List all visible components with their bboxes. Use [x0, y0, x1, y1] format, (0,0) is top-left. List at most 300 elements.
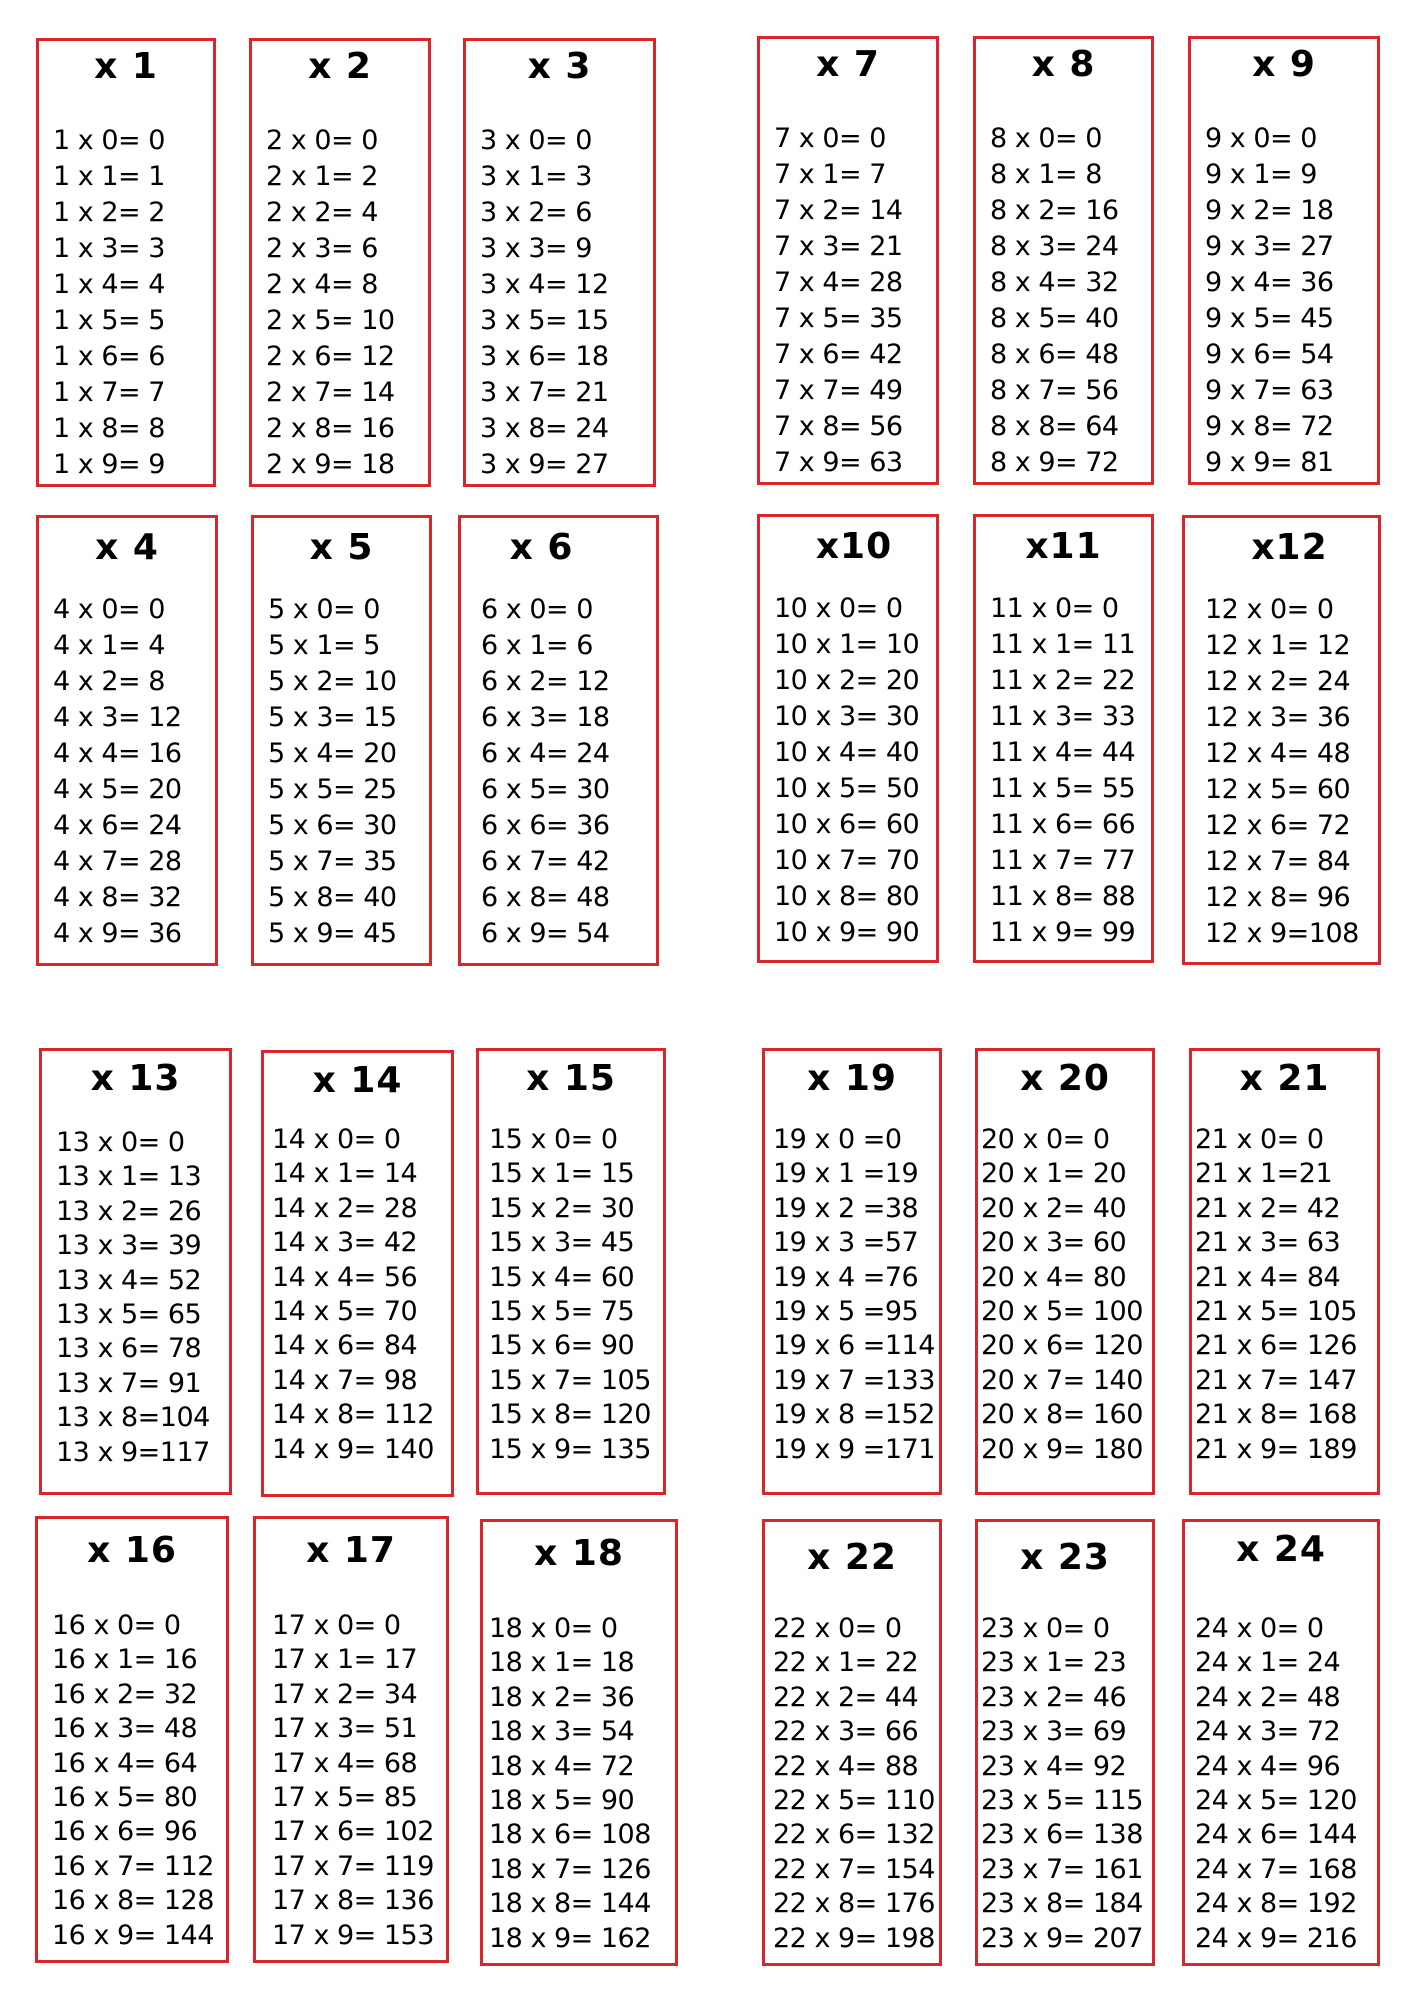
table-title: x 5	[309, 527, 374, 568]
table-line: 14 x 2= 28	[272, 1192, 418, 1224]
table-line: 18 x 1= 18	[489, 1647, 635, 1679]
table-line: 9 x 2= 18	[1205, 195, 1334, 226]
table-line: 13 x 6= 78	[56, 1333, 202, 1365]
table-line: 17 x 3= 51	[272, 1713, 418, 1745]
table-line: 19 x 2 =38	[773, 1192, 919, 1224]
table-line: 21 x 0= 0	[1195, 1124, 1324, 1155]
table-line: 12 x 5= 60	[1205, 774, 1351, 805]
table-line: 23 x 3= 69	[981, 1716, 1127, 1748]
table-title: x12	[1251, 527, 1328, 568]
table-line: 13 x 7= 91	[56, 1367, 202, 1399]
table-card-x4	[36, 515, 218, 966]
table-line: 23 x 1= 23	[981, 1647, 1127, 1679]
table-lines	[774, 121, 932, 481]
table-line: 13 x 0= 0	[56, 1127, 185, 1158]
table-card-x2	[249, 38, 431, 487]
table-line: 22 x 0= 0	[773, 1613, 902, 1644]
table-line: 11 x 2= 22	[990, 665, 1136, 696]
table-line: 1 x 8= 8	[53, 413, 165, 444]
table-line: 14 x 7= 98	[272, 1364, 418, 1396]
table-title: x 15	[526, 1058, 616, 1099]
table-card-x16	[35, 1516, 229, 1963]
table-line: 11 x 0= 0	[990, 593, 1119, 624]
table-line: 6 x 0= 0	[481, 594, 593, 625]
table-line: 20 x 1= 20	[981, 1158, 1127, 1190]
table-line: 20 x 4= 80	[981, 1261, 1127, 1293]
table-line: 1 x 3= 3	[53, 233, 165, 264]
table-line: 19 x 9 =171	[773, 1433, 935, 1465]
table-line: 19 x 6 =114	[773, 1330, 935, 1362]
table-line: 11 x 5= 55	[990, 773, 1136, 804]
table-line: 16 x 7= 112	[52, 1850, 214, 1882]
table-line: 23 x 7= 161	[981, 1853, 1143, 1885]
table-line: 19 x 3 =57	[773, 1227, 919, 1259]
table-line: 24 x 3= 72	[1195, 1716, 1341, 1748]
table-line: 19 x 1 =19	[773, 1158, 919, 1190]
table-card-x23	[975, 1519, 1155, 1966]
table-line: 7 x 3= 21	[774, 231, 903, 262]
table-line: 6 x 8= 48	[481, 882, 610, 913]
table-card-x22	[762, 1519, 942, 1966]
table-line: 3 x 4= 12	[480, 269, 609, 300]
table-line: 8 x 1= 8	[990, 159, 1102, 190]
table-lines	[266, 123, 424, 483]
table-line: 1 x 5= 5	[53, 305, 165, 336]
table-line: 3 x 9= 27	[480, 449, 609, 480]
table-lines	[489, 1123, 659, 1467]
table-line: 3 x 8= 24	[480, 413, 609, 444]
table-line: 9 x 8= 72	[1205, 411, 1334, 442]
table-line: 20 x 2= 40	[981, 1192, 1127, 1224]
table-line: 13 x 4= 52	[56, 1264, 202, 1296]
table-line: 18 x 2= 36	[489, 1681, 635, 1713]
table-line: 10 x 3= 30	[774, 701, 920, 732]
table-line: 16 x 0= 0	[52, 1610, 181, 1641]
table-line: 15 x 3= 45	[489, 1227, 635, 1259]
table-line: 1 x 6= 6	[53, 341, 165, 372]
table-line: 15 x 8= 120	[489, 1399, 651, 1431]
table-line: 17 x 6= 102	[272, 1816, 434, 1848]
table-line: 20 x 8= 160	[981, 1399, 1143, 1431]
table-title: x 22	[807, 1537, 897, 1578]
table-line: 9 x 0= 0	[1205, 123, 1317, 154]
table-line: 19 x 0 =0	[773, 1124, 902, 1155]
table-line: 14 x 3= 42	[272, 1227, 418, 1259]
table-line: 10 x 5= 50	[774, 773, 920, 804]
table-line: 9 x 5= 45	[1205, 303, 1334, 334]
table-line: 11 x 6= 66	[990, 809, 1136, 840]
table-line: 16 x 1= 16	[52, 1644, 198, 1676]
table-line: 24 x 4= 96	[1195, 1750, 1341, 1782]
table-line: 7 x 4= 28	[774, 267, 903, 298]
table-line: 19 x 5 =95	[773, 1295, 919, 1327]
table-line: 22 x 2= 44	[773, 1681, 919, 1713]
table-card-x24	[1182, 1519, 1380, 1966]
table-line: 5 x 0= 0	[268, 594, 380, 625]
table-lines	[53, 592, 211, 952]
table-line: 14 x 1= 14	[272, 1158, 418, 1190]
table-line: 11 x 8= 88	[990, 881, 1136, 912]
table-line: 10 x 2= 20	[774, 665, 920, 696]
table-line: 3 x 7= 21	[480, 377, 609, 408]
table-line: 2 x 3= 6	[266, 233, 378, 264]
table-line: 4 x 2= 8	[53, 666, 165, 697]
table-line: 19 x 8 =152	[773, 1399, 935, 1431]
table-line: 17 x 1= 17	[272, 1644, 418, 1676]
table-line: 16 x 2= 32	[52, 1678, 198, 1710]
table-line: 24 x 5= 120	[1195, 1784, 1357, 1816]
table-line: 4 x 3= 12	[53, 702, 182, 733]
table-line: 19 x 4 =76	[773, 1261, 919, 1293]
table-card-x15	[476, 1048, 666, 1495]
table-line: 7 x 8= 56	[774, 411, 903, 442]
table-line: 13 x 9=117	[56, 1436, 210, 1468]
table-line: 16 x 3= 48	[52, 1713, 198, 1745]
table-line: 3 x 0= 0	[480, 125, 592, 156]
table-line: 13 x 1= 13	[56, 1161, 202, 1193]
table-line: 20 x 9= 180	[981, 1433, 1143, 1465]
table-title: x 21	[1239, 1058, 1330, 1099]
table-line: 21 x 8= 168	[1195, 1399, 1357, 1431]
table-title: x 18	[534, 1533, 624, 1574]
table-line: 17 x 4= 68	[272, 1747, 418, 1779]
table-line: 2 x 8= 16	[266, 413, 395, 444]
table-line: 3 x 5= 15	[480, 305, 609, 336]
table-line: 14 x 6= 84	[272, 1330, 418, 1362]
table-lines	[1195, 1123, 1373, 1467]
table-card-x19	[762, 1048, 942, 1495]
table-line: 19 x 7 =133	[773, 1364, 935, 1396]
table-line: 15 x 2= 30	[489, 1192, 635, 1224]
table-line: 5 x 3= 15	[268, 702, 397, 733]
table-card-x1	[36, 38, 216, 487]
table-lines	[774, 591, 932, 951]
table-line: 12 x 8= 96	[1205, 882, 1351, 913]
table-line: 2 x 2= 4	[266, 197, 378, 228]
table-line: 24 x 1= 24	[1195, 1647, 1341, 1679]
table-card-x8	[973, 36, 1154, 485]
table-line: 21 x 2= 42	[1195, 1192, 1341, 1224]
table-line: 5 x 8= 40	[268, 882, 397, 913]
table-title: x 7	[816, 44, 880, 85]
table-line: 11 x 7= 77	[990, 845, 1136, 876]
table-line: 24 x 9= 216	[1195, 1922, 1357, 1954]
table-line: 15 x 0= 0	[489, 1124, 618, 1155]
table-line: 16 x 5= 80	[52, 1781, 198, 1813]
table-line: 9 x 9= 81	[1205, 447, 1334, 478]
table-title: x 19	[807, 1058, 897, 1099]
table-line: 16 x 9= 144	[52, 1919, 214, 1951]
table-lines	[990, 591, 1147, 951]
table-line: 1 x 9= 9	[53, 449, 165, 480]
table-card-x14	[261, 1050, 454, 1497]
table-line: 4 x 1= 4	[53, 630, 165, 661]
table-title: x 8	[1031, 44, 1096, 85]
table-line: 15 x 1= 15	[489, 1158, 635, 1190]
table-line: 20 x 7= 140	[981, 1364, 1143, 1396]
table-card-x17	[253, 1516, 449, 1963]
table-card-x9	[1188, 36, 1380, 485]
table-title: x 23	[1020, 1537, 1110, 1578]
table-line: 3 x 6= 18	[480, 341, 609, 372]
table-line: 21 x 6= 126	[1195, 1330, 1357, 1362]
table-line: 18 x 0= 0	[489, 1613, 618, 1644]
table-line: 3 x 3= 9	[480, 233, 592, 264]
table-line: 14 x 4= 56	[272, 1261, 418, 1293]
table-title: x 4	[95, 527, 159, 568]
table-line: 18 x 3= 54	[489, 1716, 635, 1748]
table-line: 5 x 2= 10	[268, 666, 397, 697]
table-title: x 14	[312, 1060, 403, 1101]
table-line: 20 x 6= 120	[981, 1330, 1143, 1362]
table-line: 15 x 6= 90	[489, 1330, 635, 1362]
table-line: 8 x 3= 24	[990, 231, 1119, 262]
table-line: 4 x 8= 32	[53, 882, 182, 913]
table-line: 6 x 4= 24	[481, 738, 610, 769]
table-title: x 1	[94, 46, 158, 87]
table-line: 22 x 7= 154	[773, 1853, 935, 1885]
table-line: 18 x 5= 90	[489, 1784, 635, 1816]
table-line: 24 x 0= 0	[1195, 1613, 1324, 1644]
table-line: 13 x 8=104	[56, 1402, 210, 1434]
table-line: 17 x 5= 85	[272, 1781, 418, 1813]
table-line: 8 x 6= 48	[990, 339, 1119, 370]
table-lines	[480, 123, 649, 483]
table-line: 18 x 6= 108	[489, 1819, 651, 1851]
table-line: 6 x 6= 36	[481, 810, 610, 841]
table-line: 13 x 5= 65	[56, 1298, 202, 1330]
table-line: 8 x 7= 56	[990, 375, 1119, 406]
table-line: 10 x 9= 90	[774, 917, 920, 948]
table-line: 24 x 7= 168	[1195, 1853, 1357, 1885]
table-lines	[481, 592, 652, 952]
table-line: 23 x 5= 115	[981, 1784, 1143, 1816]
table-line: 23 x 2= 46	[981, 1681, 1127, 1713]
table-line: 12 x 2= 24	[1205, 666, 1351, 697]
table-line: 16 x 4= 64	[52, 1747, 198, 1779]
table-line: 2 x 0= 0	[266, 125, 378, 156]
table-line: 12 x 7= 84	[1205, 846, 1351, 877]
table-line: 1 x 1= 1	[53, 161, 165, 192]
table-lines	[272, 1123, 447, 1467]
table-line: 5 x 6= 30	[268, 810, 397, 841]
table-line: 11 x 9= 99	[990, 917, 1136, 948]
table-lines	[1205, 121, 1373, 481]
table-line: 18 x 7= 126	[489, 1853, 651, 1885]
table-line: 24 x 8= 192	[1195, 1888, 1357, 1920]
table-line: 5 x 4= 20	[268, 738, 397, 769]
table-line: 13 x 3= 39	[56, 1230, 202, 1262]
table-line: 24 x 2= 48	[1195, 1681, 1341, 1713]
table-line: 12 x 0= 0	[1205, 594, 1334, 625]
table-lines	[53, 123, 209, 483]
table-line: 14 x 5= 70	[272, 1295, 418, 1327]
table-line: 21 x 1=21	[1195, 1158, 1333, 1190]
table-title: x10	[815, 526, 893, 567]
table-line: 8 x 9= 72	[990, 447, 1119, 478]
table-line: 1 x 7= 7	[53, 377, 165, 408]
table-title: x 16	[87, 1530, 177, 1571]
table-line: 22 x 5= 110	[773, 1784, 935, 1816]
table-line: 7 x 5= 35	[774, 303, 903, 334]
table-line: 1 x 2= 2	[53, 197, 165, 228]
table-line: 2 x 6= 12	[266, 341, 395, 372]
table-card-x3	[463, 38, 656, 487]
table-line: 15 x 4= 60	[489, 1261, 635, 1293]
table-line: 14 x 9= 140	[272, 1433, 434, 1465]
table-line: 3 x 1= 3	[480, 161, 592, 192]
table-line: 2 x 1= 2	[266, 161, 378, 192]
table-lines	[56, 1126, 225, 1470]
table-line: 18 x 8= 144	[489, 1888, 651, 1920]
table-line: 5 x 9= 45	[268, 918, 397, 949]
table-line: 6 x 7= 42	[481, 846, 610, 877]
table-line: 7 x 6= 42	[774, 339, 903, 370]
table-line: 4 x 4= 16	[53, 738, 182, 769]
table-line: 7 x 7= 49	[774, 375, 903, 406]
table-line: 9 x 6= 54	[1205, 339, 1334, 370]
table-line: 20 x 5= 100	[981, 1295, 1143, 1327]
table-line: 22 x 1= 22	[773, 1647, 919, 1679]
table-line: 21 x 4= 84	[1195, 1261, 1341, 1293]
table-line: 7 x 9= 63	[774, 447, 903, 478]
table-line: 22 x 8= 176	[773, 1888, 935, 1920]
table-line: 16 x 6= 96	[52, 1816, 198, 1848]
table-card-x21	[1189, 1048, 1380, 1495]
table-line: 17 x 2= 34	[272, 1678, 418, 1710]
table-lines	[1205, 592, 1374, 952]
table-line: 3 x 2= 6	[480, 197, 592, 228]
table-line: 14 x 0= 0	[272, 1124, 401, 1155]
table-line: 7 x 1= 7	[774, 159, 886, 190]
table-line: 23 x 6= 138	[981, 1819, 1143, 1851]
table-line: 17 x 0= 0	[272, 1610, 401, 1641]
table-line: 11 x 4= 44	[990, 737, 1136, 768]
table-line: 12 x 3= 36	[1205, 702, 1351, 733]
table-line: 10 x 8= 80	[774, 881, 920, 912]
table-line: 23 x 8= 184	[981, 1888, 1143, 1920]
table-line: 12 x 4= 48	[1205, 738, 1351, 769]
table-line: 8 x 4= 32	[990, 267, 1119, 298]
table-card-x20	[975, 1048, 1155, 1495]
table-line: 20 x 3= 60	[981, 1227, 1127, 1259]
table-line: 4 x 0= 0	[53, 594, 165, 625]
table-line: 10 x 7= 70	[774, 845, 920, 876]
table-line: 12 x 6= 72	[1205, 810, 1351, 841]
table-line: 6 x 3= 18	[481, 702, 610, 733]
table-lines	[272, 1609, 442, 1953]
table-line: 17 x 8= 136	[272, 1885, 434, 1917]
table-line: 22 x 4= 88	[773, 1750, 919, 1782]
table-line: 13 x 2= 26	[56, 1195, 202, 1227]
table-card-x13	[39, 1048, 232, 1495]
table-lines	[981, 1123, 1148, 1467]
table-title: x 6	[509, 527, 574, 568]
table-card-x5	[251, 515, 432, 966]
table-lines	[1195, 1612, 1373, 1956]
table-line: 2 x 9= 18	[266, 449, 395, 480]
table-card-x10	[757, 514, 939, 963]
table-line: 2 x 7= 14	[266, 377, 395, 408]
table-title: x 9	[1252, 44, 1316, 85]
table-line: 22 x 9= 198	[773, 1922, 935, 1954]
table-card-x11	[973, 514, 1154, 963]
table-line: 8 x 5= 40	[990, 303, 1119, 334]
table-line: 14 x 8= 112	[272, 1399, 434, 1431]
table-title: x11	[1025, 526, 1102, 567]
table-title: x 13	[90, 1058, 181, 1099]
table-line: 6 x 5= 30	[481, 774, 610, 805]
table-line: 21 x 5= 105	[1195, 1295, 1357, 1327]
table-line: 6 x 1= 6	[481, 630, 593, 661]
table-title: x 24	[1236, 1529, 1326, 1570]
table-title: x 17	[306, 1530, 396, 1571]
table-line: 2 x 4= 8	[266, 269, 378, 300]
table-line: 8 x 8= 64	[990, 411, 1119, 442]
table-line: 15 x 5= 75	[489, 1295, 635, 1327]
table-title: x 20	[1020, 1058, 1110, 1099]
table-line: 5 x 1= 5	[268, 630, 380, 661]
table-line: 10 x 6= 60	[774, 809, 920, 840]
table-line: 16 x 8= 128	[52, 1885, 214, 1917]
table-line: 4 x 6= 24	[53, 810, 182, 841]
table-line: 23 x 9= 207	[981, 1922, 1143, 1954]
table-card-x12	[1182, 515, 1381, 965]
table-line: 11 x 1= 11	[990, 629, 1136, 660]
table-line: 1 x 0= 0	[53, 125, 165, 156]
table-line: 7 x 0= 0	[774, 123, 886, 154]
table-card-x6	[458, 515, 659, 966]
table-line: 12 x 1= 12	[1205, 630, 1351, 661]
table-card-x18	[480, 1519, 678, 1966]
table-line: 17 x 9= 153	[272, 1919, 434, 1951]
table-line: 4 x 5= 20	[53, 774, 182, 805]
table-line: 15 x 7= 105	[489, 1364, 651, 1396]
table-line: 21 x 9= 189	[1195, 1433, 1357, 1465]
table-lines	[52, 1609, 222, 1953]
table-line: 8 x 0= 0	[990, 123, 1102, 154]
table-lines	[773, 1123, 935, 1467]
table-line: 4 x 9= 36	[53, 918, 182, 949]
table-lines	[990, 121, 1147, 481]
table-line: 6 x 2= 12	[481, 666, 610, 697]
table-line: 22 x 6= 132	[773, 1819, 935, 1851]
table-line: 2 x 5= 10	[266, 305, 395, 336]
table-line: 21 x 7= 147	[1195, 1364, 1357, 1396]
table-line: 22 x 3= 66	[773, 1716, 919, 1748]
table-lines	[489, 1612, 671, 1956]
table-line: 17 x 7= 119	[272, 1850, 434, 1882]
table-line: 7 x 2= 14	[774, 195, 903, 226]
table-line: 11 x 3= 33	[990, 701, 1136, 732]
table-lines	[981, 1612, 1148, 1956]
table-line: 23 x 4= 92	[981, 1750, 1127, 1782]
table-line: 4 x 7= 28	[53, 846, 182, 877]
table-line: 18 x 9= 162	[489, 1922, 651, 1954]
table-line: 1 x 4= 4	[53, 269, 165, 300]
table-line: 5 x 5= 25	[268, 774, 397, 805]
table-line: 6 x 9= 54	[481, 918, 610, 949]
table-line: 20 x 0= 0	[981, 1124, 1110, 1155]
table-line: 10 x 4= 40	[774, 737, 920, 768]
table-line: 5 x 7= 35	[268, 846, 397, 877]
table-line: 9 x 1= 9	[1205, 159, 1317, 190]
table-line: 24 x 6= 144	[1195, 1819, 1357, 1851]
table-lines	[773, 1612, 935, 1956]
table-line: 9 x 7= 63	[1205, 375, 1334, 406]
table-card-x7	[757, 36, 939, 485]
table-line: 21 x 3= 63	[1195, 1227, 1341, 1259]
